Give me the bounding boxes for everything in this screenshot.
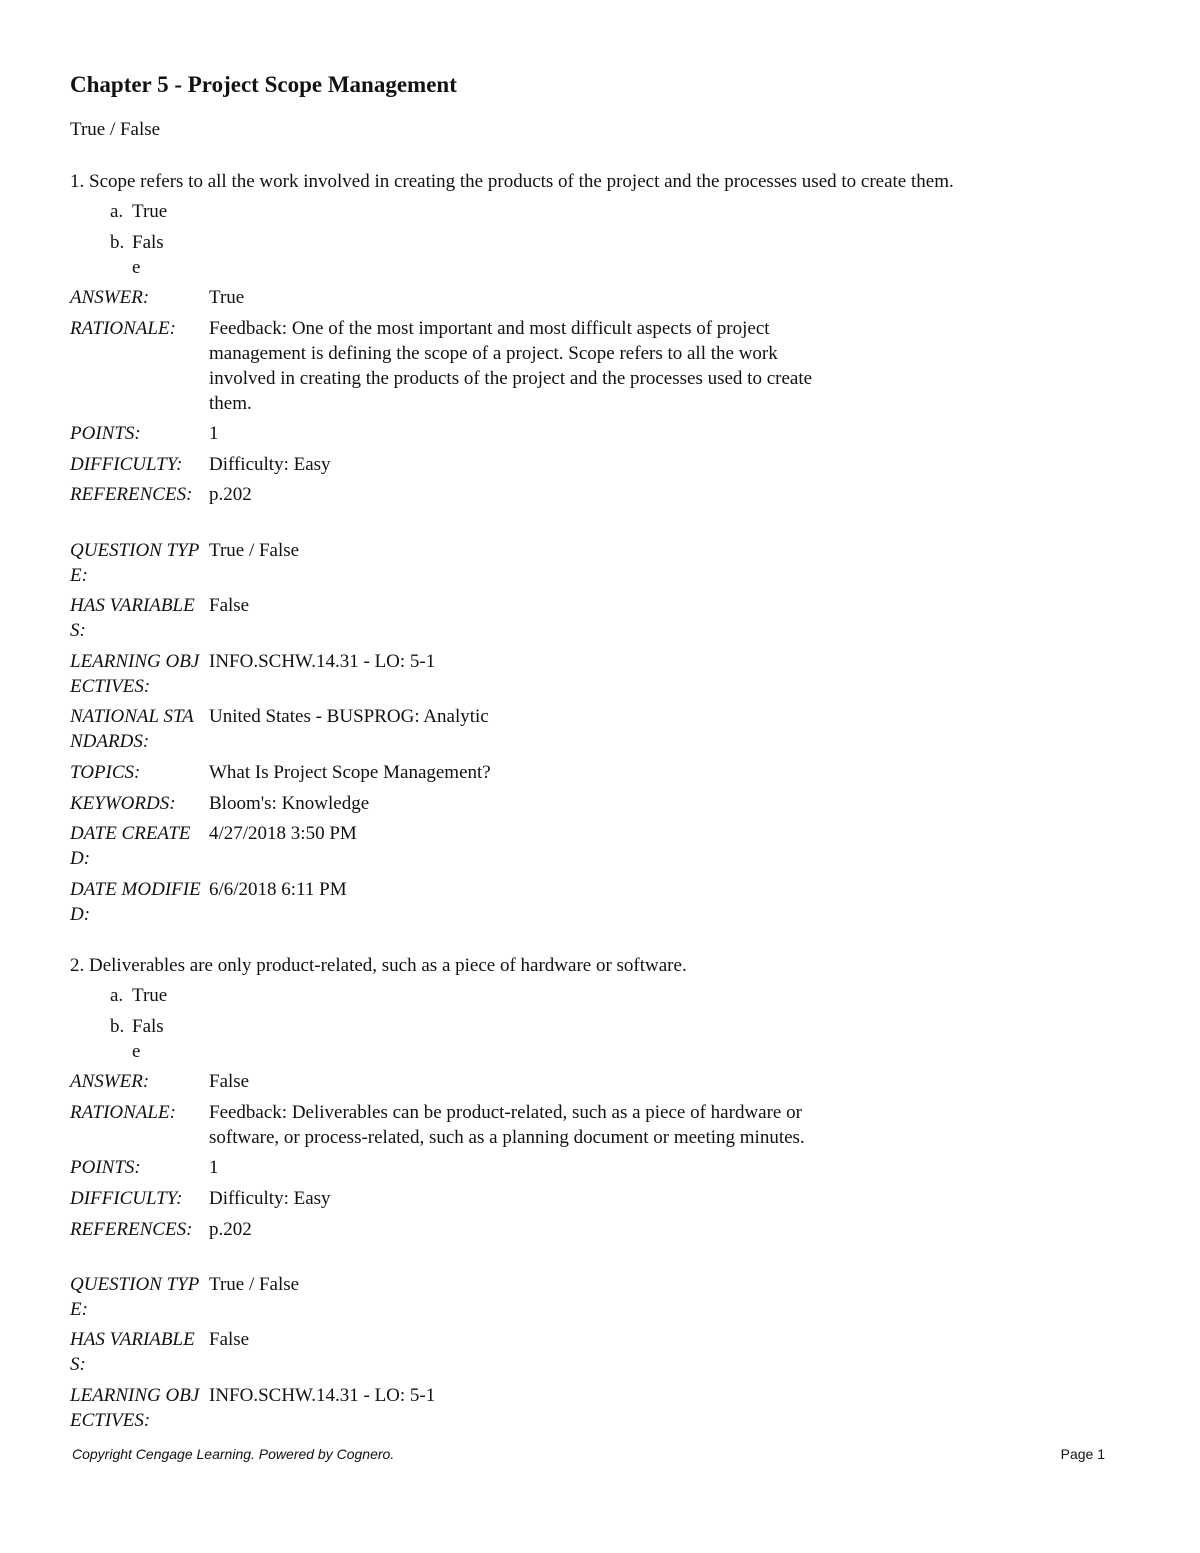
rationale-line: software, or process-related, such as a planning document or meeting minutes. bbox=[209, 1127, 805, 1148]
option-letter: a. bbox=[110, 985, 124, 1006]
meta-value: United States - BUSPROG: Analytic bbox=[209, 706, 489, 727]
rationale-line: involved in creating the products of the project and the processes used to create bbox=[209, 368, 813, 389]
meta-key: RATIONALE: bbox=[70, 318, 176, 339]
meta-key: POINTS: bbox=[70, 1157, 141, 1178]
question-1-option-b bbox=[110, 230, 172, 280]
option-text: True bbox=[132, 985, 168, 1006]
option-text: False bbox=[132, 1016, 164, 1062]
meta-key: RATIONALE: bbox=[70, 1102, 176, 1123]
meta-key: DIFFICULTY: bbox=[70, 1188, 183, 1209]
meta-key: HAS VARIABLES: bbox=[70, 1329, 195, 1375]
footer-copyright: Copyright Cengage Learning. Powered by Cognero. bbox=[72, 1446, 395, 1462]
meta-key: HAS VARIABLES: bbox=[70, 595, 195, 641]
footer-page-number: Page 1 bbox=[1060, 1446, 1105, 1462]
rationale-line: management is defining the scope of a project. Scope refers to all the work bbox=[209, 343, 778, 364]
option-letter: b. bbox=[110, 1016, 125, 1037]
question-2-option-b bbox=[110, 1014, 172, 1064]
meta-value: Difficulty: Easy bbox=[209, 454, 331, 475]
meta-value: Difficulty: Easy bbox=[209, 1188, 331, 1209]
meta-key: LEARNING OBJECTIVES: bbox=[70, 1385, 200, 1431]
meta-value: 1 bbox=[209, 1157, 219, 1178]
meta-value: INFO.SCHW.14.31 - LO: 5-1 bbox=[209, 651, 436, 672]
meta-value: True / False bbox=[209, 540, 300, 561]
question-1-option-a bbox=[110, 199, 167, 224]
option-text: False bbox=[132, 232, 164, 278]
option-letter: b. bbox=[110, 232, 125, 253]
option-letter: a. bbox=[110, 201, 124, 222]
meta-key: QUESTION TYPE: bbox=[70, 1274, 200, 1320]
meta-value: False bbox=[209, 595, 250, 616]
meta-value: p.202 bbox=[209, 1219, 252, 1240]
meta-key: QUESTION TYPE: bbox=[70, 540, 200, 586]
document-title: Chapter 5 - Project Scope Management bbox=[70, 72, 457, 97]
meta-key: LEARNING OBJECTIVES: bbox=[70, 651, 200, 697]
meta-value: 4/27/2018 3:50 PM bbox=[209, 823, 357, 844]
question-2-stem: 2. Deliverables are only product-related, such as a piece of hardware or software. bbox=[70, 955, 687, 976]
meta-key: DATE MODIFIED: bbox=[70, 879, 201, 925]
meta-key: REFERENCES: bbox=[70, 484, 193, 505]
meta-key: NATIONAL STANDARDS: bbox=[70, 706, 194, 752]
meta-key: DATE CREATED: bbox=[70, 823, 191, 869]
meta-key: POINTS: bbox=[70, 423, 141, 444]
meta-value: True / False bbox=[209, 1274, 300, 1295]
rationale-line: Feedback: One of the most important and most difficult aspects of project bbox=[209, 318, 770, 339]
meta-key: TOPICS: bbox=[70, 762, 141, 783]
option-text: True bbox=[132, 201, 168, 222]
meta-value: 6/6/2018 6:11 PM bbox=[209, 879, 347, 900]
meta-key: REFERENCES: bbox=[70, 1219, 193, 1240]
meta-key: ANSWER: bbox=[70, 287, 150, 308]
meta-value: 1 bbox=[209, 423, 219, 444]
question-2-option-a bbox=[110, 983, 167, 1008]
meta-value bbox=[209, 1100, 909, 1150]
meta-key: ANSWER: bbox=[70, 1071, 150, 1092]
meta-key: DIFFICULTY: bbox=[70, 454, 183, 475]
meta-value: Bloom's: Knowledge bbox=[209, 793, 370, 814]
meta-value bbox=[209, 316, 909, 416]
meta-value: What Is Project Scope Management? bbox=[209, 762, 491, 783]
meta-value: True bbox=[209, 287, 245, 308]
meta-value: INFO.SCHW.14.31 - LO: 5-1 bbox=[209, 1385, 436, 1406]
section-heading: True / False bbox=[70, 119, 161, 140]
question-1-stem: 1. Scope refers to all the work involved in creating the products of the project and the processes used to create them. bbox=[70, 171, 954, 192]
rationale-line: them. bbox=[209, 393, 252, 414]
meta-value: False bbox=[209, 1071, 250, 1092]
meta-key: KEYWORDS: bbox=[70, 793, 176, 814]
meta-value: False bbox=[209, 1329, 250, 1350]
meta-value: p.202 bbox=[209, 484, 252, 505]
rationale-line: Feedback: Deliverables can be product-related, such as a piece of hardware or bbox=[209, 1102, 802, 1123]
